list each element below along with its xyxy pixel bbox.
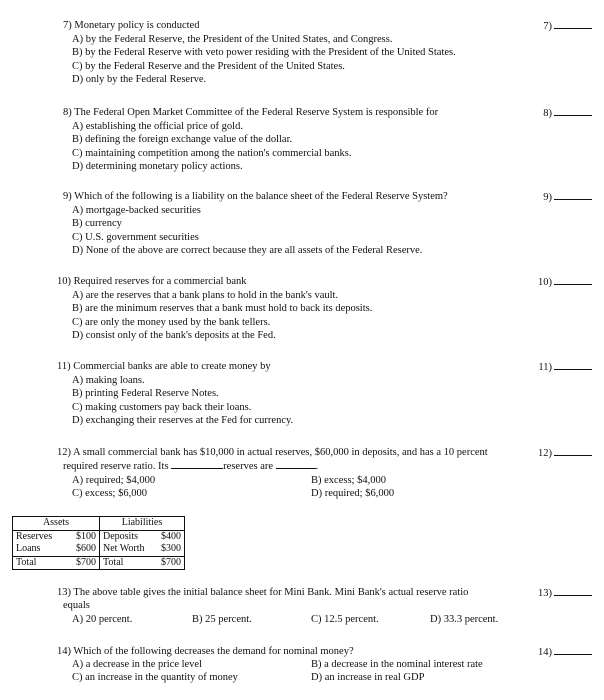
fill-blank-1[interactable]: [171, 459, 223, 469]
option-c: C) maintaining competition among the nation's commercial banks.: [72, 148, 352, 159]
stem-text-c: .: [315, 461, 319, 472]
answer-blank[interactable]: [530, 360, 592, 374]
answer-number: 9): [543, 192, 552, 203]
option-d: D) required; $6,000: [311, 488, 395, 499]
option-b: B) printing Federal Reserve Notes.: [72, 388, 219, 399]
answer-blank[interactable]: [530, 19, 592, 33]
stem-text-b: reserves are: [223, 461, 274, 472]
question-stem-line-2: [63, 459, 318, 473]
question-stem: 11) Commercial banks are able to create money by: [57, 361, 271, 372]
answer-blank[interactable]: [530, 190, 592, 204]
question-stem: 7) Monetary policy is conducted: [63, 20, 200, 31]
option-c: C) 12.5 percent.: [311, 614, 379, 625]
table-row: [13, 530, 185, 543]
question-stem: 9) Which of the following is a liability on the balance sheet of the Federal Reserve System?: [63, 191, 448, 202]
option-c: C) making customers pay back their loans.: [72, 402, 252, 413]
option-a: A) establishing the official price of gold.: [72, 121, 243, 132]
option-d: D) an increase in real GDP: [311, 672, 425, 683]
table-row: [13, 556, 185, 570]
option-b: B) a decrease in the nominal interest rate: [311, 659, 483, 670]
option-a: A) a decrease in the price level: [72, 659, 203, 670]
asset-value: $600: [71, 543, 100, 556]
option-b: B) by the Federal Reserve with veto power residing with the President of the United States.: [72, 47, 456, 58]
assets-header: Assets: [13, 517, 100, 531]
question-stem: 10) Required reserves for a commercial bank: [57, 276, 247, 287]
option-c: C) an increase in the quantity of money: [72, 672, 238, 683]
option-b: B) 25 percent.: [192, 614, 252, 625]
table-row: [13, 543, 185, 556]
option-a: A) required; $4,000: [72, 475, 156, 486]
asset-value: $700: [71, 556, 100, 570]
option-b: B) currency: [72, 218, 122, 229]
liability-label: Total: [100, 556, 155, 570]
asset-label: Total: [13, 556, 72, 570]
option-d: D) only by the Federal Reserve.: [72, 74, 207, 85]
liabilities-header: Liabilities: [100, 517, 185, 531]
question-stem-line-1: 12) A small commercial bank has $10,000 in actual reserves, $60,000 in deposits, and has a 10 percent: [57, 447, 488, 458]
answer-number: 10): [538, 277, 552, 288]
question-stem-line-1: 13) The above table gives the initial balance sheet for Mini Bank. Mini Bank's actual reserve ratio: [57, 587, 469, 598]
balance-sheet-table: [12, 516, 185, 570]
option-b: B) excess; $4,000: [311, 475, 386, 486]
option-a: A) by the Federal Reserve, the President of the United States, and Congress.: [72, 34, 393, 45]
asset-label: Loans: [13, 543, 72, 556]
asset-label: Reserves: [13, 530, 72, 543]
answer-blank[interactable]: [530, 106, 592, 120]
answer-number: 12): [538, 448, 552, 459]
option-c: C) U.S. government securities: [72, 232, 199, 243]
option-d: D) exchanging their reserves at the Fed for currency.: [72, 415, 294, 426]
answer-number: 11): [538, 362, 552, 373]
option-d: D) consist only of the bank's deposits at the Fed.: [72, 330, 276, 341]
liability-value: $700: [154, 556, 185, 570]
answer-number: 7): [543, 21, 552, 32]
liability-value: $300: [154, 543, 185, 556]
question-stem-line-2: equals: [63, 600, 90, 611]
answer-blank[interactable]: [530, 586, 592, 600]
answer-blank[interactable]: [530, 645, 592, 659]
answer-number: 8): [543, 108, 552, 119]
question-stem: 14) Which of the following decreases the demand for nominal money?: [57, 646, 354, 657]
option-d: D) 33.3 percent.: [430, 614, 499, 625]
option-a: A) 20 percent.: [72, 614, 133, 625]
liability-label: Deposits: [100, 530, 155, 543]
stem-text-a: required reserve ratio. Its: [63, 461, 169, 472]
option-c: C) are only the money used by the bank tellers.: [72, 317, 271, 328]
option-a: A) mortgage-backed securities: [72, 205, 201, 216]
option-b: B) are the minimum reserves that a bank must hold to back its deposits.: [72, 303, 373, 314]
option-a: A) making loans.: [72, 375, 145, 386]
answer-blank[interactable]: [530, 275, 592, 289]
liability-label: Net Worth: [103, 543, 145, 554]
answer-number: 13): [538, 588, 552, 599]
answer-number: 14): [538, 647, 552, 658]
question-stem: 8) The Federal Open Market Committee of the Federal Reserve System is responsible for: [63, 107, 439, 118]
option-c: C) excess; $6,000: [72, 488, 147, 499]
answer-blank[interactable]: [530, 446, 592, 460]
liability-value: $400: [154, 530, 185, 543]
option-b: B) defining the foreign exchange value of the dollar.: [72, 134, 293, 145]
option-d: D) determining monetary policy actions.: [72, 161, 243, 172]
option-d: D) None of the above are correct because they are all assets of the Federal Reserve.: [72, 245, 423, 256]
option-c: C) by the Federal Reserve and the President of the United States.: [72, 61, 345, 72]
option-a: A) are the reserves that a bank plans to hold in the bank's vault.: [72, 290, 339, 301]
asset-value: $100: [71, 530, 100, 543]
fill-blank-2[interactable]: [276, 459, 316, 469]
